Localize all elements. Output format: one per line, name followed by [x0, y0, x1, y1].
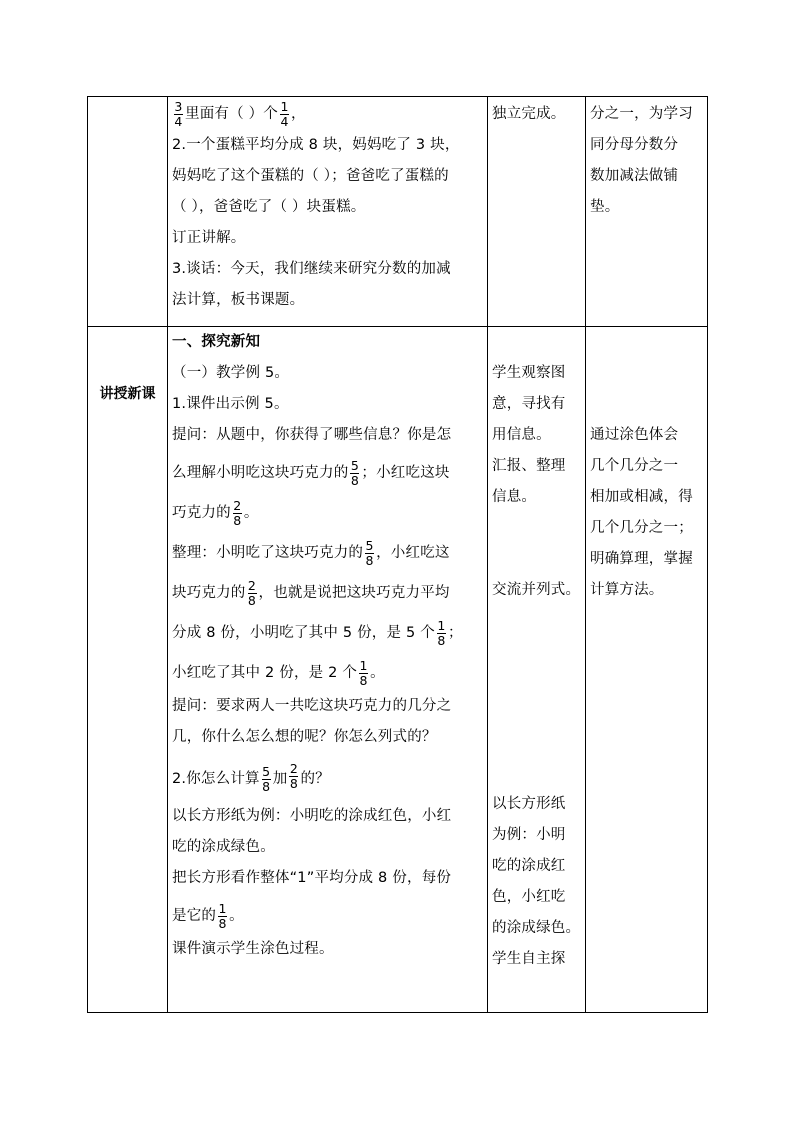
intent-line: 几个几分之一； — [590, 520, 693, 536]
content-cell — [168, 327, 488, 1013]
content-line: 提问：要求两人一共吃这块巧克力的几分之 — [172, 698, 452, 714]
section-heading: 一、探究新知 — [172, 334, 261, 350]
content-line: 妈妈吃了这个蛋糕的（ ）；爸爸吃了蛋糕的 — [172, 168, 449, 184]
student-line: 为例：小明 — [492, 827, 566, 843]
content-line: 巧克力的 $\frac{2}{8}$ 。 — [172, 497, 259, 528]
intent-line: 计算方法。 — [590, 582, 664, 598]
content-line: 么理解小明吃这块巧克力的 $\frac{5}{8}$ ；小红吃这块 — [172, 457, 450, 488]
stage-cell-empty — [88, 97, 168, 327]
content-line: 以长方形纸为例：小明吃的涂成红色，小红 — [172, 808, 452, 824]
student-line: 意，寻找有 — [492, 396, 566, 412]
content-line: 课件演示学生涂色过程。 — [172, 941, 334, 957]
content-line: 3.谈话：今天，我们继续来研究分数的加减 — [172, 261, 451, 277]
student-line: 学生自主探 — [492, 951, 566, 967]
student-line: 学生观察图 — [492, 365, 566, 381]
student-line: 色，小红吃 — [492, 889, 566, 905]
content-line: 1.课件出示例 5。 — [172, 396, 289, 412]
student-line: 吃的涂成红 — [492, 858, 566, 874]
fraction: $\frac{1}{8}$ — [218, 900, 227, 931]
content-line: 法计算，板书课题。 — [172, 292, 305, 308]
fraction: $\frac{2}{8}$ — [289, 761, 299, 791]
content-line: 块巧克力的 $\frac{2}{8}$ ，也就是说把这块巧克力平均 — [172, 577, 450, 608]
table-row — [88, 97, 708, 327]
student-activity-cell — [488, 327, 586, 1013]
content-line: 把长方形看作整体“1”平均分成 8 份，每份 — [172, 870, 452, 886]
fraction: $\frac{5}{8}$ — [365, 537, 374, 568]
intent-line: 同分母分数分 — [590, 137, 679, 153]
content-line: 订正讲解。 — [172, 230, 246, 246]
design-intent-cell — [586, 97, 708, 327]
fraction: $\frac{1}{8}$ — [437, 617, 446, 648]
intent-line: 相加或相减，得 — [590, 489, 693, 505]
fraction: $\frac{1}{8}$ — [359, 657, 368, 688]
fraction: $\frac{2}{8}$ — [233, 497, 242, 528]
student-line: 用信息。 — [492, 427, 551, 443]
content-line: 几，你什么怎么想的呢？你怎么列式的？ — [172, 729, 437, 745]
design-intent-cell — [586, 327, 708, 1013]
content-cell — [168, 97, 488, 327]
content-line: 是它的 $\frac{1}{8}$ 。 — [172, 900, 244, 931]
content-line: 整理：小明吃了这块巧克力的 $\frac{5}{8}$ ，小红吃这 — [172, 537, 450, 568]
content-line: 小红吃了其中 2 份，是 2 个 $\frac{1}{8}$ 。 — [172, 657, 385, 688]
content-line: 提问：从题中，你获得了哪些信息？你是怎 — [172, 427, 452, 443]
fraction: $\frac{5}{8}$ — [350, 457, 359, 488]
content-line: 2.你怎么计算 $\frac{5}{8}$ 加 $\frac{2}{8}$ 的？ — [172, 761, 330, 794]
intent-line: 几个几分之一 — [590, 458, 679, 474]
student-line: 信息。 — [492, 489, 537, 505]
student-line: 的涂成绿色。 — [492, 920, 581, 936]
student-line: 以长方形纸 — [492, 796, 566, 812]
content-line: 2.一个蛋糕平均分成 8 块，妈妈吃了 3 块， — [172, 137, 460, 153]
table-row — [88, 327, 708, 1013]
fraction-one-fourth: $\frac{1}{4}$ — [280, 98, 289, 129]
intent-line: 通过涂色体会 — [590, 427, 679, 443]
fraction-three-fourths: $\frac{3}{4}$ — [174, 98, 183, 129]
student-line: 交流并列式。 — [492, 582, 581, 598]
fraction: $\frac{2}{8}$ — [247, 577, 257, 608]
student-line: 汇报、整理 — [492, 458, 566, 474]
fraction: $\frac{5}{8}$ — [262, 763, 271, 794]
stage-cell — [88, 327, 168, 1013]
content-line: 分成 8 份，小明吃了其中 5 份，是 5 个 $\frac{1}{8}$ ； — [172, 617, 463, 648]
intent-line: 明确算理，掌握 — [590, 551, 693, 567]
lesson-plan-table — [87, 96, 708, 1013]
content-line: （一）教学例 5。 — [172, 365, 290, 381]
student-line: 独立完成。 — [492, 106, 566, 122]
intent-line: 分之一，为学习 — [590, 106, 693, 122]
intent-line: 数加减法做铺 — [590, 168, 679, 184]
content-line: 吃的涂成绿色。 — [172, 839, 275, 855]
content-line-fraction: $\frac{3}{4}$ 里面有（ ）个 $\frac{1}{4}$ ， — [174, 98, 306, 129]
intent-line: 垫。 — [590, 199, 620, 215]
stage-label: 讲授新课 — [99, 385, 156, 402]
student-activity-cell — [488, 97, 586, 327]
content-line: （ ），爸爸吃了（ ）块蛋糕。 — [172, 199, 366, 215]
